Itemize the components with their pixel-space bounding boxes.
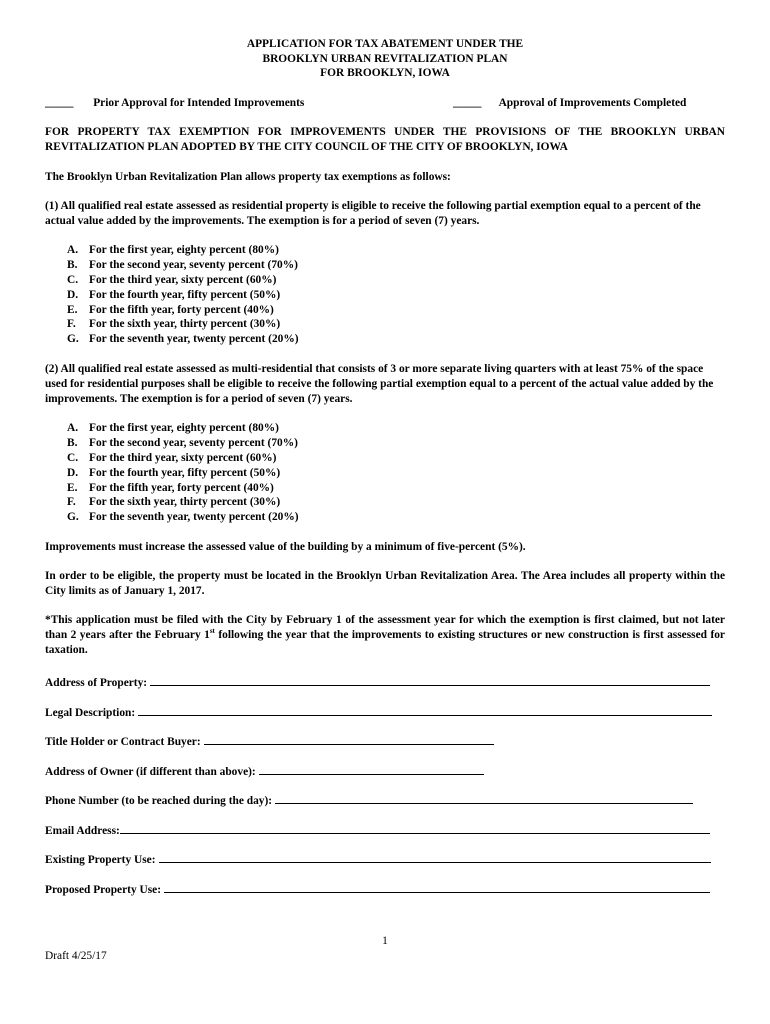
field-label: Legal Description: (45, 707, 136, 719)
email-address-input[interactable] (120, 822, 710, 834)
title-line-2: BROOKLYN URBAN REVITALIZATION PLAN (262, 52, 508, 65)
field-label: Email Address: (45, 825, 120, 837)
section-1-text: (1) All qualified real estate assessed as residential property is eligible to receive the following partial exemption equal to a percent of the actual value added by the improvements. The exemption is for a period of seven (7) years. (45, 200, 701, 227)
list-item: G. For the seventh year, twenty percent (20%) (67, 511, 299, 524)
eligibility-note: In order to be eligible, the property must be located in the Brooklyn Urban Revitalization Area. The Area includes all property within the City limits as of January 1, 2017. (45, 570, 725, 597)
filing-note: *This application must be filed with the City by February 1 of the assessment year for which the exemption is first claimed, but not later than 2 years after the February 1st following the year that the improvements to existing structures or new construction is first assessed for taxation. (45, 614, 725, 656)
email-address-field[interactable] (45, 822, 710, 839)
address-of-property-field[interactable] (45, 674, 710, 691)
draft-date: Draft 4/25/17 (45, 950, 107, 962)
proposed-property-use-field[interactable] (45, 881, 710, 898)
list-item: E. For the fifth year, forty percent (40%) (67, 303, 274, 316)
improvements-note: Improvements must increase the assessed value of the building by a minimum of five-percent (5%). (45, 541, 526, 553)
field-label: Phone Number (to be reached during the day): (45, 795, 273, 807)
list-item: B. For the second year, seventy percent (70%) (67, 436, 298, 449)
list-item: D. For the fourth year, fifty percent (50%) (67, 288, 281, 301)
legal-description-field[interactable] (45, 704, 712, 721)
title-holder-input[interactable] (204, 733, 494, 745)
list-item: F. For the sixth year, thirty percent (30%) (67, 318, 281, 331)
list-item: B. For the second year, seventy percent (70%) (67, 258, 298, 271)
address-of-owner-field[interactable] (45, 763, 484, 780)
list-item: F. For the sixth year, thirty percent (30%) (67, 496, 281, 509)
title-holder-field[interactable] (45, 733, 494, 750)
legal-description-input[interactable] (138, 704, 712, 716)
section-2-list (67, 421, 299, 525)
title-line-3: FOR BROOKLYN, IOWA (320, 67, 450, 80)
list-item: C. For the third year, sixty percent (60%) (67, 273, 277, 286)
document-title (0, 37, 770, 81)
existing-property-use-input[interactable] (159, 851, 711, 863)
list-item: G. For the seventh year, twenty percent (20%) (67, 333, 299, 346)
prior-approval-option[interactable] (45, 96, 304, 111)
title-line-1: APPLICATION FOR TAX ABATEMENT UNDER THE (246, 38, 524, 50)
field-label: Address of Property: (45, 677, 148, 689)
field-label: Existing Property Use: (45, 854, 156, 866)
list-item: D. For the fourth year, fifty percent (50%) (67, 466, 281, 479)
list-item: A. For the first year, eighty percent (80%) (67, 244, 279, 256)
field-label: Proposed Property Use: (45, 884, 161, 896)
field-label: Title Holder or Contract Buyer: (45, 736, 201, 748)
address-of-owner-input[interactable] (259, 763, 484, 775)
completed-approval-blank[interactable]: _____ (453, 97, 482, 109)
field-label: Address of Owner (if different than above): (45, 766, 256, 778)
prior-approval-blank[interactable]: _____ (45, 97, 74, 109)
section-1-list (67, 243, 299, 347)
proposed-property-use-input[interactable] (164, 881, 710, 893)
section-2-text: (2) All qualified real estate assessed as multi-residential that consists of 3 or more separate living quarters with at least 75% of the space used for residential purposes shall be eligible to receive the following partial exemption equal to a percent of the actual value added by the improvements. The exemption is for a period of seven (7) years. (45, 363, 714, 405)
address-of-property-input[interactable] (150, 674, 710, 686)
list-item: E. For the fifth year, forty percent (40%) (67, 481, 274, 494)
list-item: C. For the third year, sixty percent (60%) (67, 451, 277, 464)
intro-text: The Brooklyn Urban Revitalization Plan allows property tax exemptions as follows: (45, 171, 451, 183)
phone-number-input[interactable] (275, 792, 693, 804)
list-item: A. For the first year, eighty percent (80%) (67, 422, 279, 434)
phone-number-field[interactable] (45, 792, 693, 809)
completed-approval-option[interactable] (453, 96, 686, 111)
prior-approval-label: Prior Approval for Intended Improvements (93, 97, 305, 109)
completed-approval-label: Approval of Improvements Completed (498, 97, 687, 109)
page-number: 1 (382, 935, 388, 947)
existing-property-use-field[interactable] (45, 851, 711, 868)
exemption-heading: FOR PROPERTY TAX EXEMPTION FOR IMPROVEMENTS UNDER THE PROVISIONS OF THE BROOKLYN URBAN REVITALIZATION PLAN ADOPTED BY THE CITY COUNCIL OF THE CITY OF BROOKLYN, IOWA (45, 126, 725, 153)
